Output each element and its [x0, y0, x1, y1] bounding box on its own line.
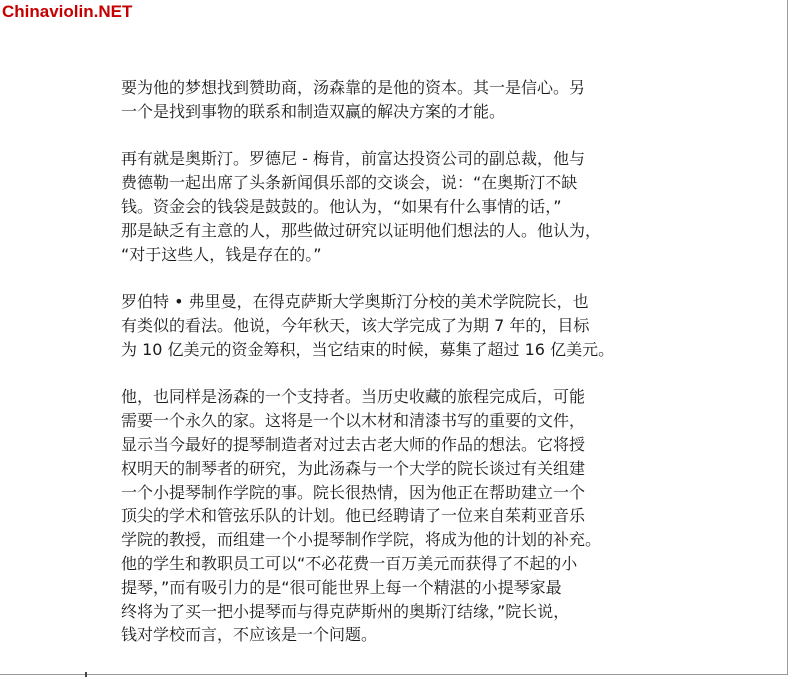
text-line: 他的学生和教职员工可以“不必花费一百万美元而获得了不起的小 — [121, 553, 578, 573]
site-watermark: Chinaviolin.NET — [2, 2, 133, 21]
text-line: 权明天的制琴者的研究，为此汤森与一个大学的院长谈过有关组建 — [121, 458, 586, 478]
text-line: 罗伯特 • 弗里曼，在得克萨斯大学奥斯汀分校的美术学院院长，也 — [121, 292, 589, 312]
text-line: 有类似的看法。他说，今年秋天，该大学完成了为期 7 年的，目标 — [121, 315, 590, 335]
text-line: 费德勒一起出席了头条新闻俱乐部的交谈会，说：“在奥斯汀不缺 — [121, 173, 578, 193]
page-edge-mark — [85, 672, 87, 677]
paragraph-austin — [121, 147, 681, 266]
text-line: 一个小提琴制作学院的事。院长很热情，因为他正在帮助建立一个 — [121, 482, 586, 502]
text-line: 那是缺乏有主意的人，那些做过研究以证明他们想法的人。他认为， — [121, 220, 602, 240]
text-line: 再有就是奥斯汀。罗德尼 - 梅肯，前富达投资公司的副总裁，他与 — [121, 149, 585, 169]
paragraph-freeman — [121, 290, 681, 361]
text-line: 钱。资金会的钱袋是鼓鼓的。他认为，“如果有什么事情的话，” — [121, 196, 562, 216]
text-line: 顶尖的学术和管弦乐队的计划。他已经聘请了一位来自茱莉亚音乐 — [121, 506, 586, 526]
text-line: 一个是找到事物的联系和制造双赢的解决方案的才能。 — [121, 101, 506, 121]
article-body — [121, 76, 681, 671]
paragraph-violin-school — [121, 385, 681, 647]
text-line: 显示当今最好的提琴制造者对过去古老大师的作品的想法。它将授 — [121, 434, 586, 454]
text-line: 为 10 亿美元的资金筹积，当它结束的时候，募集了超过 16 亿美元。 — [121, 339, 615, 359]
text-line: 终将为了买一把小提琴而与得克萨斯州的奥斯汀结缘，”院长说， — [121, 601, 570, 621]
paragraph-sponsor — [121, 76, 681, 124]
text-line: 钱对学校而言，不应该是一个问题。 — [121, 625, 378, 645]
text-line: 需要一个永久的家。这将是一个以木材和清漆书写的重要的文件， — [121, 411, 586, 431]
text-line: “对于这些人，钱是存在的。” — [121, 244, 322, 264]
text-line: 他，也同样是汤森的一个支持者。当历史收藏的旅程完成后，可能 — [121, 387, 586, 407]
text-line: 提琴，”而有吸引力的是“很可能世界上每一个精湛的小提琴家最 — [121, 577, 562, 597]
text-line: 学院的教授，而组建一个小提琴制作学院，将成为他的计划的补充。 — [121, 530, 602, 550]
text-line: 要为他的梦想找到赞助商，汤森靠的是他的资本。其一是信心。另 — [121, 78, 586, 97]
